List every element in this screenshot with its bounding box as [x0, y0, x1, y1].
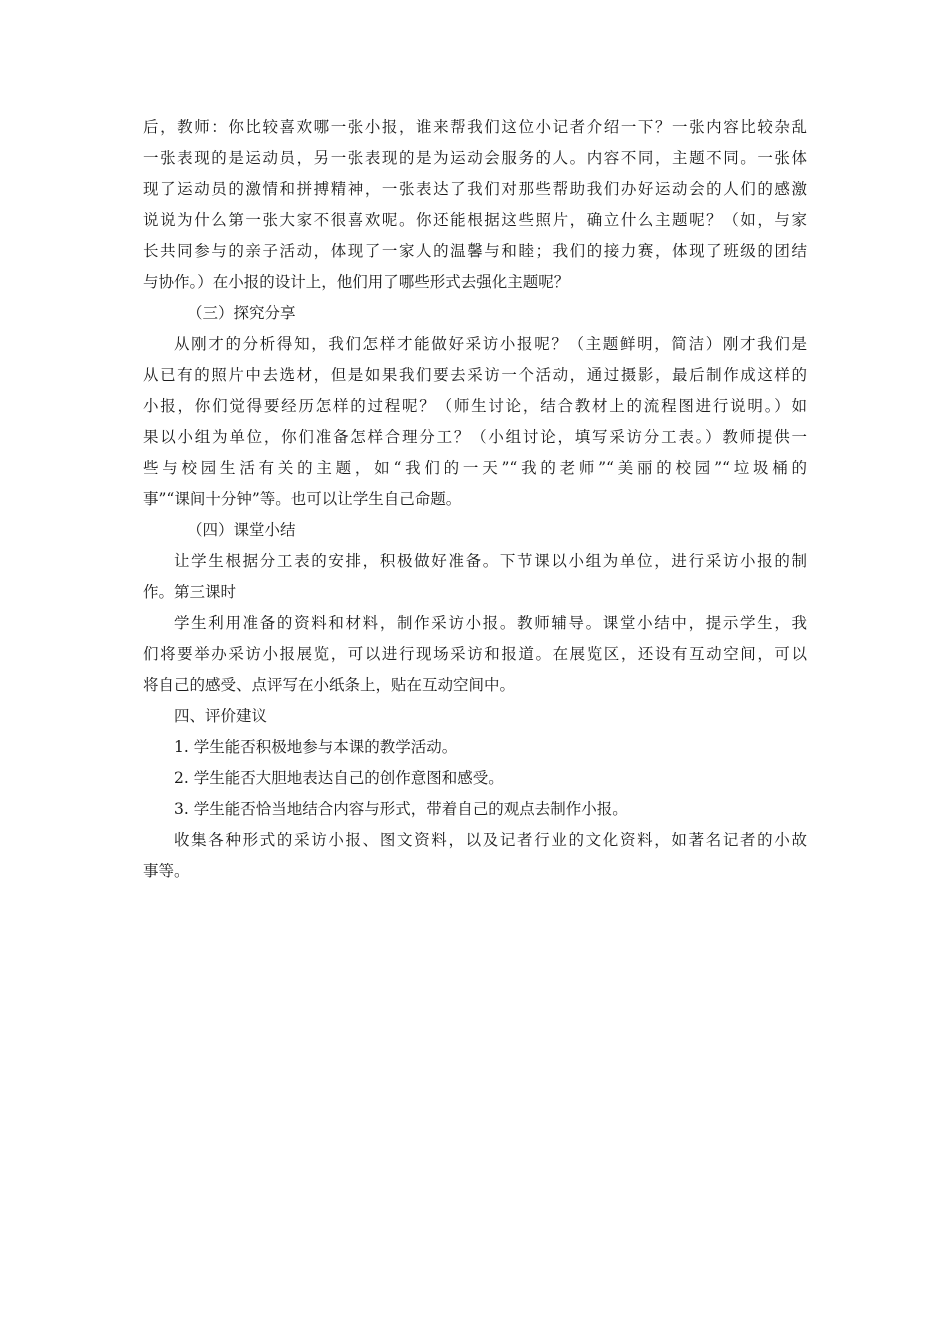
text-line: 将自己的感受、点评写在小纸条上，贴在互动空间中。	[143, 676, 516, 694]
text-line: 事”“课间十分钟”等。也可以让学生自己命题。	[143, 490, 462, 508]
text-line: 学生利用准备的资料和材料，制作采访小报。教师辅导。课堂小结中，提示学生，我	[174, 614, 807, 632]
paragraph-class-summary	[143, 546, 807, 608]
text-line: 作。第三课时	[143, 583, 237, 601]
text-line: 们将要举办采访小报展览，可以进行现场采访和报道。在展览区，还设有互动空间，可以	[143, 645, 807, 663]
text-line: 让学生根据分工表的安排，积极做好准备。下节课以小组为单位，进行采访小报的制	[174, 552, 807, 570]
document-body	[143, 112, 807, 887]
text-line: 果以小组为单位，你们准备怎样合理分工？（小组讨论，填写采访分工表。）教师提供一	[143, 428, 807, 446]
evaluation-item: 1. 学生能否积极地参与本课的教学活动。	[174, 738, 458, 756]
evaluation-item: 3. 学生能否恰当地结合内容与形式，带着自己的观点去制作小报。	[174, 800, 628, 818]
text-line: 与协作。）在小报的设计上，他们用了哪些形式去强化主题呢？	[143, 273, 570, 291]
evaluation-list	[143, 732, 807, 825]
section-heading-class-summary: （四）课堂小结	[187, 521, 296, 539]
text-line: 小报，你们觉得要经历怎样的过程呢？（师生讨论，结合教材上的流程图进行说明。）如	[143, 397, 807, 415]
text-line: 说说为什么第一张大家不很喜欢呢。你还能根据这些照片，确立什么主题呢？（如，与家	[143, 211, 807, 229]
text-line: 现了运动员的激情和拼搏精神，一张表达了我们对那些帮助我们办好运动会的人们的感激	[143, 180, 807, 198]
paragraph-explore-share	[143, 329, 807, 515]
text-line: 后，教师：你比较喜欢哪一张小报，谁来帮我们这位小记者介绍一下？一张内容比较杂乱	[143, 118, 807, 136]
text-line: 一张表现的是运动员，另一张表现的是为运动会服务的人。内容不同，主题不同。一张体	[143, 149, 807, 167]
evaluation-item: 2. 学生能否大胆地表达自己的创作意图和感受。	[174, 769, 504, 787]
text-line: 事等。	[143, 862, 190, 880]
text-line: 长共同参与的亲子活动，体现了一家人的温馨与和睦；我们的接力赛，体现了班级的团结	[143, 242, 807, 260]
paragraph-third-lesson	[143, 608, 807, 701]
text-line: 些与校园生活有关的主题，如“我们的一天”“我的老师”“美丽的校园”“垃圾桶的	[143, 459, 807, 477]
paragraph-collect-materials	[143, 825, 807, 887]
section-title-evaluation: 四、评价建议	[174, 707, 268, 725]
text-line: 从刚才的分析得知，我们怎样才能做好采访小报呢？（主题鲜明，简洁）刚才我们是	[174, 335, 807, 353]
paragraph-intro-discussion	[143, 112, 807, 298]
text-line: 从已有的照片中去选材，但是如果我们要去采访一个活动，通过摄影，最后制作成这样的	[143, 366, 807, 384]
text-line: 收集各种形式的采访小报、图文资料，以及记者行业的文化资料，如著名记者的小故	[174, 831, 807, 849]
section-heading-explore-share: （三）探究分享	[187, 304, 296, 322]
